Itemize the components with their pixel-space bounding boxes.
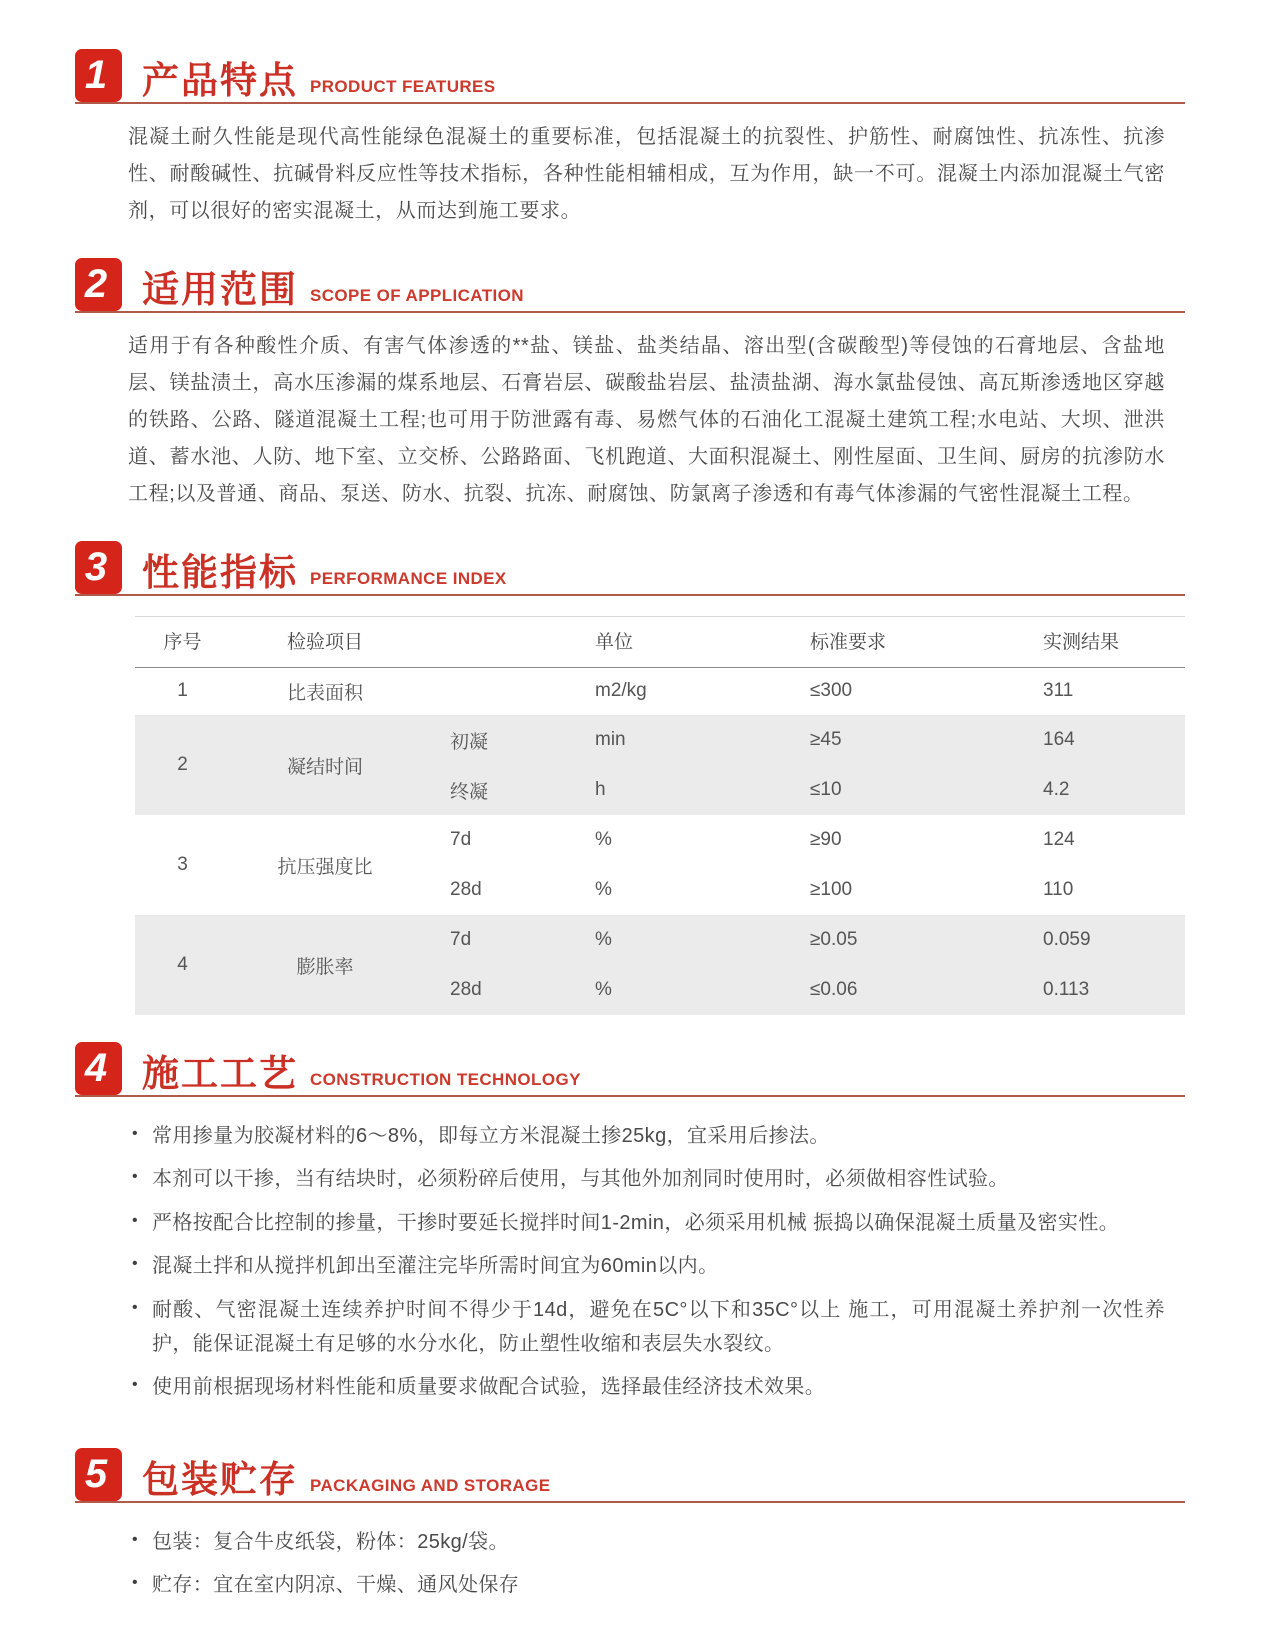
table-row	[135, 715, 1185, 765]
section-title-en: SCOPE OF APPLICATION	[310, 285, 524, 305]
section-title-zh: 产品特点	[142, 60, 298, 101]
cell-no: 2	[135, 715, 230, 815]
section-number-badge: 2	[75, 258, 122, 311]
list-item: • 包装：复合牛皮纸袋，粉体：25kg/袋。	[130, 1525, 1165, 1559]
section-scope-of-application	[75, 257, 1185, 514]
list-item: • 混凝土拌和从搅拌机卸出至灌注完毕所需时间宜为60min以内。	[130, 1249, 1165, 1283]
section-title-zh: 包装贮存	[142, 1458, 298, 1500]
cell-no: 4	[135, 915, 230, 1015]
section-title-zh: 施工工艺	[142, 1053, 298, 1094]
cell-sub: 7d	[450, 829, 472, 850]
cell-unit: h	[560, 765, 775, 815]
cell-sub: 终凝	[420, 765, 560, 815]
col-header-no: 序号	[135, 616, 230, 667]
section-title-zh: 性能指标	[142, 551, 298, 593]
performance-table	[135, 616, 1185, 1016]
cell-result: 4.2	[1010, 765, 1185, 815]
table-row	[135, 815, 1185, 865]
col-header-sub	[420, 616, 560, 667]
cell-result: 164	[1010, 715, 1185, 765]
section-header	[75, 48, 1185, 104]
construction-steps-list	[130, 1119, 1165, 1405]
section-title-en: PRODUCT FEATURES	[310, 77, 496, 96]
section-performance-index	[75, 540, 1185, 1016]
section-number-badge: 1	[75, 49, 122, 102]
cell-item: 膨胀率	[230, 915, 420, 1015]
list-item: • 使用前根据现场材料性能和质量要求做配合试验，选择最佳经济技术效果。	[130, 1370, 1165, 1404]
cell-result: 0.113	[1010, 965, 1185, 1015]
list-item: • 严格按配合比控制的掺量，干掺时要延长搅拌时间1-2min，必须采用机械 振捣以确保混凝土质量及密实性。	[130, 1206, 1165, 1240]
list-item: • 耐酸、气密混凝土连续养护时间不得少于14d，避免在5C°以下和35C°以上 施工，可用混凝土养护剂一次性养护，能保证混凝土有足够的水分水化，防止塑性收缩和表层失水裂纹。	[130, 1293, 1165, 1362]
cell-no: 1	[177, 680, 188, 702]
section-title-zh: 适用范围	[142, 268, 298, 310]
col-header-item: 检验项目	[230, 616, 420, 667]
col-header-standard: 标准要求	[775, 616, 1010, 667]
cell-standard: ≥0.05	[775, 915, 1010, 965]
section-title-en: PACKAGING AND STORAGE	[310, 1475, 551, 1495]
cell-sub: 初凝	[420, 715, 560, 765]
list-item: • 常用掺量为胶凝材料的6～8%，即每立方米混凝土掺25kg，宜采用后掺法。	[130, 1119, 1165, 1153]
cell-standard: ≤300	[810, 680, 853, 702]
cell-standard: ≥100	[810, 879, 853, 900]
section-title-en: CONSTRUCTION TECHNOLOGY	[310, 1070, 581, 1089]
table-row	[135, 915, 1185, 965]
cell-standard: ≤0.06	[775, 965, 1010, 1015]
col-header-unit: 单位	[560, 616, 775, 667]
section-number-badge: 5	[75, 1448, 122, 1501]
cell-unit: min	[560, 715, 775, 765]
cell-no: 3	[177, 854, 188, 875]
section-header	[75, 1447, 1185, 1503]
cell-unit: m2/kg	[595, 680, 647, 702]
cell-sub	[420, 667, 560, 715]
section-header	[75, 540, 1185, 596]
cell-unit: %	[595, 829, 612, 850]
packaging-storage-list	[130, 1525, 1165, 1603]
section-number-badge: 4	[75, 1042, 122, 1095]
cell-item: 凝结时间	[230, 715, 420, 815]
col-header-result: 实测结果	[1010, 616, 1185, 667]
table-row	[135, 667, 1185, 715]
cell-sub: 7d	[420, 915, 560, 965]
section-paragraph: 适用于有各种酸性介质、有害气体渗透的**盐、镁盐、盐类结晶、溶出型(含碳酸型)等侵蚀的石膏地层、含盐地层、镁盐渍土，高水压渗漏的煤系地层、石膏岩层、碳酸盐岩层、盐渍盐湖、海水氯盐侵蚀、高瓦斯渗透地区穿越的铁路、公路、隧道混凝土工程;也可用于防泄露有毒、易燃气体的石油化工混凝土建筑工程;水电站、大坝、泄洪道、蓄水池、人防、地下室、立交桥、公路路面、飞机跑道、大面积混凝土、刚性屋面、卫生间、厨房的抗渗防水工程;以及普通、商品、泵送、防水、抗裂、抗冻、耐腐蚀、防氯离子渗透和有毒气体渗漏的气密性混凝土工程。	[128, 334, 1165, 506]
cell-unit: %	[560, 915, 775, 965]
cell-standard: ≥90	[810, 829, 842, 850]
section-product-features	[75, 48, 1185, 231]
cell-item: 抗压强度比	[277, 856, 373, 878]
cell-sub: 28d	[450, 879, 482, 900]
list-item: • 贮存：宜在室内阴凉、干燥、通风处保存	[130, 1568, 1165, 1602]
cell-result: 124	[1043, 829, 1075, 850]
section-construction-technology	[75, 1041, 1185, 1405]
cell-item: 比表面积	[286, 682, 363, 704]
section-packaging-storage	[75, 1447, 1185, 1603]
cell-result: 110	[1043, 879, 1074, 900]
section-header	[75, 257, 1185, 313]
cell-result: 0.059	[1010, 915, 1185, 965]
section-header	[75, 1041, 1185, 1097]
cell-sub: 28d	[420, 965, 560, 1015]
cell-unit: %	[595, 879, 612, 900]
section-title-en: PERFORMANCE INDEX	[310, 568, 507, 588]
table-header-row	[135, 616, 1185, 667]
section-number-badge: 3	[75, 541, 122, 594]
cell-standard: ≥45	[775, 715, 1010, 765]
list-item: • 本剂可以干掺，当有结块时，必须粉碎后使用，与其他外加剂同时使用时，必须做相容性试验。	[130, 1162, 1165, 1196]
cell-result: 311	[1043, 680, 1074, 702]
cell-standard: ≤10	[775, 765, 1010, 815]
cell-unit: %	[560, 965, 775, 1015]
section-paragraph: 混凝土耐久性能是现代高性能绿色混凝土的重要标准，包括混凝土的抗裂性、护筋性、耐腐蚀性、抗冻性、抗渗性、耐酸碱性、抗碱骨料反应性等技术指标，各种性能相辅相成，互为作用，缺一不可。混凝土内添加混凝土气密剂，可以很好的密实混凝土，从而达到施工要求。	[128, 126, 1165, 223]
